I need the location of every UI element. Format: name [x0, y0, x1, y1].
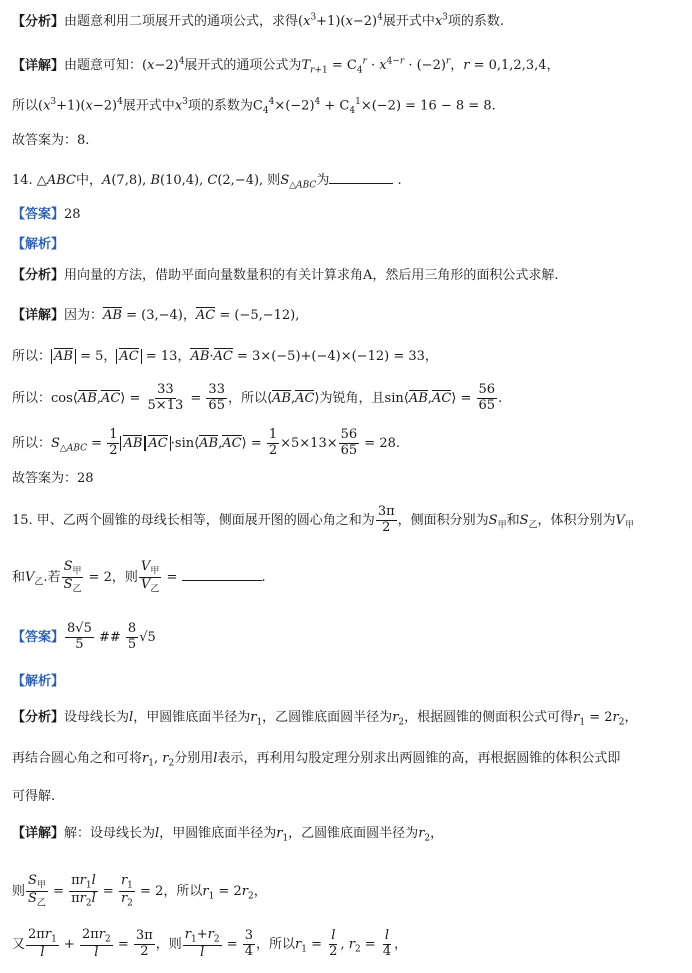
line-17: 再结合圆心角之和可将$r_1$, $r_2$分别用l表示，再利用勾股定理分别求出两圆锥的高，再根据圆锥的体积公式即 [12, 751, 621, 769]
line-1: 【分析】由题意利用二项展开式的通项公式，求得$(x^3+1)(x-2)^4$展开式中$x^3$项的系数. [12, 13, 505, 30]
section-tag: 【分析】 [12, 268, 65, 283]
line-9: 所以： AB = 5， AC = 13，AB·AC = 3×(−5)+(−4)×(−12) = 33， [12, 349, 438, 364]
line-2: 【详解】由题意可知：$(x-2)^4$展开式的通项公式为$T_{r+1} = C_4^r \cdot x^{4-r} \cdot (-2)^r$，r = 0,1,2,3,4， [12, 57, 560, 76]
line-4: 故答案为：8. [12, 133, 90, 148]
line-8: 【详解】因为：AB = (3,−4)，AC = (−5,−12), [12, 308, 300, 323]
answer-15: 【答案】 $\frac{8√5}{5}$ ## $\frac{8}{5}$ √5 [12, 621, 156, 652]
section-tag: 【详解】 [12, 826, 65, 841]
section-tag: 【分析】 [12, 710, 65, 725]
question-15a: 15. 甲、乙两个圆锥的母线长相等，侧面展开图的圆心角之和为 $\frac{3\pi}{2}$ ，侧面积分别为$S_甲$和$S_乙$，体积分别为$V_甲$ [12, 504, 634, 535]
analysis-tag-1: 【解析】 [12, 237, 65, 252]
line-10: 所以：cos⟨AB,AC⟩ = $\frac{33}{5\times 13}$ = $\frac{33}{65}$ ，所以⟨AB,AC⟩为锐角，且sin⟨AB,AC⟩ = $\frac{56}{65}$ . [12, 382, 503, 413]
line-21: 又 $\frac{2\pi r_1}{l}$ + $\frac{2\pi r_2}{l}$ = $\frac{3\pi}{2}$ ，则 $\frac{r_1+r_2}{l}$ = $\frac{3}{4}$ ，所以$r_1$ = $\frac{l}{2}$ , $r_2$ = $\frac{l}{4}$ ， [12, 927, 408, 960]
section-tag: 【分析】 [12, 14, 65, 30]
answer-14: 【答案】28 [12, 207, 81, 222]
line-12: 故答案为：28 [12, 471, 94, 486]
line-3: 所以$(x^3+1)(x-2)^4$展开式中$x^3$项的系数为$C_4^4\times(-2)^4 + C_4^1\times(-2) = 16 - 8 = 8$. [12, 97, 496, 116]
answer-tag: 【答案】 [12, 207, 65, 222]
analysis-tag-2: 【解析】 [12, 674, 65, 689]
question-15b: 和$V_乙$.若 $S_甲$ $S_乙$ = 2，则 $V_甲$ $V_乙$ = . [12, 559, 266, 595]
line-18: 可得解. [12, 789, 56, 804]
answer-tag: 【答案】 [12, 629, 65, 645]
line-16: 【分析】设母线长为l，甲圆锥底面半径为$r_1$，乙圆锥底面圆半径为$r_2$，根据圆锥的侧面积公式可得$r_1 = 2r_2$， [12, 710, 638, 728]
line-20: 则 $S_甲$ $S_乙$ = $\frac{\pi r_1l}{\pi r_2l}$ = $\frac{r_1}{r_2}$ = 2，所以$r_1 = 2r_2$， [12, 873, 267, 909]
question-14: 14. △ABC中，A(7,8), B(10,4), C(2,−4), 则$S_{\triangle ABC}$为 . [12, 173, 402, 191]
line-11: 所以：$S_{\triangle ABC}$ = $\frac{1}{2}$ AB AC ·sin⟨AB,AC⟩ = $\frac{1}{2}$ ×5×13× $\frac{56}{65}$ = 28. [12, 427, 401, 458]
section-tag: 【详解】 [12, 58, 65, 74]
line-7: 【分析】用向量的方法，借助平面向量数量积的有关计算求角A，然后用三角形的面积公式求解. [12, 268, 559, 283]
section-tag: 【详解】 [12, 308, 65, 323]
line-19: 【详解】解：设母线长为l，甲圆锥底面半径为$r_1$，乙圆锥底面圆半径为$r_2$， [12, 826, 444, 844]
